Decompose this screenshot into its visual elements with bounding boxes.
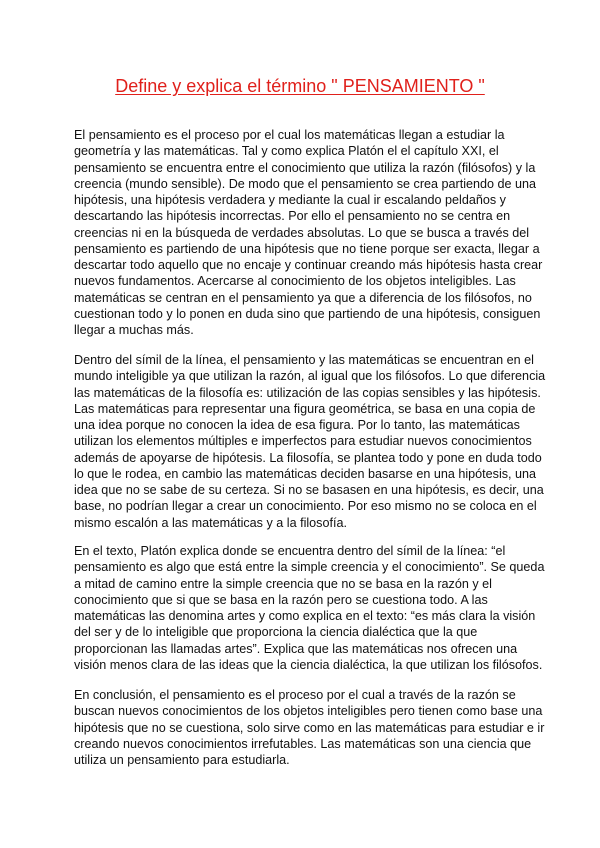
text-line: matemáticas se centran en el pensamiento ya que a diferencia de los filósofos, no (74, 290, 532, 305)
text-line: visión menos clara de las ideas que la ciencia dialéctica, la que utilizan los filósofos. (74, 657, 543, 672)
text-line: Las matemáticas para representar una figura geométrica, se basa en una copia de (74, 401, 536, 416)
text-line: lo que le rodea, en cambio las matemáticas deciden basarse en una hipótesis, una (74, 466, 537, 481)
text-line: proporcionan las llamadas artes”. Explica que las matemáticas nos ofrecen una (74, 641, 518, 656)
text-line: conocimiento que si que se basa en la razón pero se cuestiona todo. A las (74, 592, 488, 607)
text-line: pensamiento es partiendo de una hipótesis que no tiene porque ser exacta, llegar a (74, 241, 540, 256)
text-line: cuestionan todo y lo ponen en duda sino que partiendo de una hipótesis, consiguen (74, 306, 541, 321)
text-line: del ser y de lo inteligible que proporciona la ciencia dialéctica que la que (74, 625, 478, 640)
text-line: buscan nuevos conocimientos de los objetos inteligibles pero tienen como base una (74, 704, 543, 719)
paragraph-2 (74, 352, 544, 531)
text-line: nuevos fundamentos. Acercarse al conocimiento de los objetos inteligibles. Las (74, 274, 516, 289)
text-line: creencia (mundo sensible). De modo que el pensamiento se crea partiendo de una (74, 176, 537, 191)
text-line: además de apoyarse de hipótesis. La filosofía, se plantea todo y pone en duda todo (74, 450, 542, 465)
text-line: hipótesis, una hipótesis verdadera y mediante la cual ir escalando peldaños y (74, 193, 506, 207)
text-line: una idea porque no conocen la idea de esa figura. Por lo tanto, las matemáticas (74, 418, 520, 432)
text-line: geometría y las matemáticas. Tal y como explica Platón el el capítulo XXI, el (74, 144, 499, 159)
text-line: creando nuevos conocimientos irrefutables. Las matemáticas son una ciencia que (74, 736, 532, 751)
text-line: mismo escalón a las matemáticas y a la filosofía. (74, 515, 347, 530)
text-line: En conclusión, el pensamiento es el proceso por el cual a través de la razón se (74, 688, 516, 702)
text-line: matemáticas las denomina artes y como explica en el texto: “es más clara la visión (74, 609, 536, 623)
text-line: las matemáticas de la filosofía es: utilización de las copias sensibles y las hipótesis. (74, 385, 541, 400)
text-line: descartando las hipótesis incorrectas. Por ello el pensamiento no se centra en (74, 209, 511, 224)
paragraph-3 (74, 543, 544, 673)
text-line: utilizan los elementos múltiples e imperfectos para estudiar nuevos conocimientos (74, 434, 532, 449)
paragraph-4 (74, 687, 544, 768)
text-line: idea que no se sabe de su certeza. Si no se basasen en una hipótesis, es decir, una (74, 483, 544, 497)
text-line: base, no podrían llegar a crear un conocimiento. Por eso mismo no se coloca en el (74, 499, 537, 514)
text-line: pensamiento se encuentra entre el conocimiento que utiliza la razón (filósofos) y la (74, 160, 536, 175)
text-line: creencias ni en la búsqueda de verdades absolutas. Lo que se busca a través del (74, 225, 530, 240)
text-line: En el texto, Platón explica donde se encuentra dentro del símil de la línea: “el (74, 544, 506, 558)
text-line: hipótesis que no se cuestiona, solo sirve como en las matemáticas para estudiar e ir (74, 720, 545, 735)
text-line: a mitad de camino entre la simple creencia que no se basa en la razón y el (74, 576, 492, 591)
text-line: Dentro del símil de la línea, el pensamiento y las matemáticas se encuentran en el (74, 353, 534, 367)
paragraph-1 (74, 127, 544, 338)
text-line: llegar a muchas más. (74, 323, 194, 337)
text-line: mundo inteligible ya que utilizan la razón, al igual que los filósofos. Lo que diferencia (74, 369, 546, 384)
text-line: utiliza un pensamiento para estudiarla. (74, 753, 290, 767)
text-line: descartar todo aquello que no encaje y continuar creando más hipótesis hasta crear (74, 258, 543, 272)
document-title: Define y explica el término " PENSAMIENTO " (115, 76, 485, 96)
text-line: pensamiento es algo que está entre la simple creencia y el conocimiento”. Se queda (74, 560, 545, 575)
text-line: El pensamiento es el proceso por el cual los matemáticas llegan a estudiar la (74, 128, 505, 142)
